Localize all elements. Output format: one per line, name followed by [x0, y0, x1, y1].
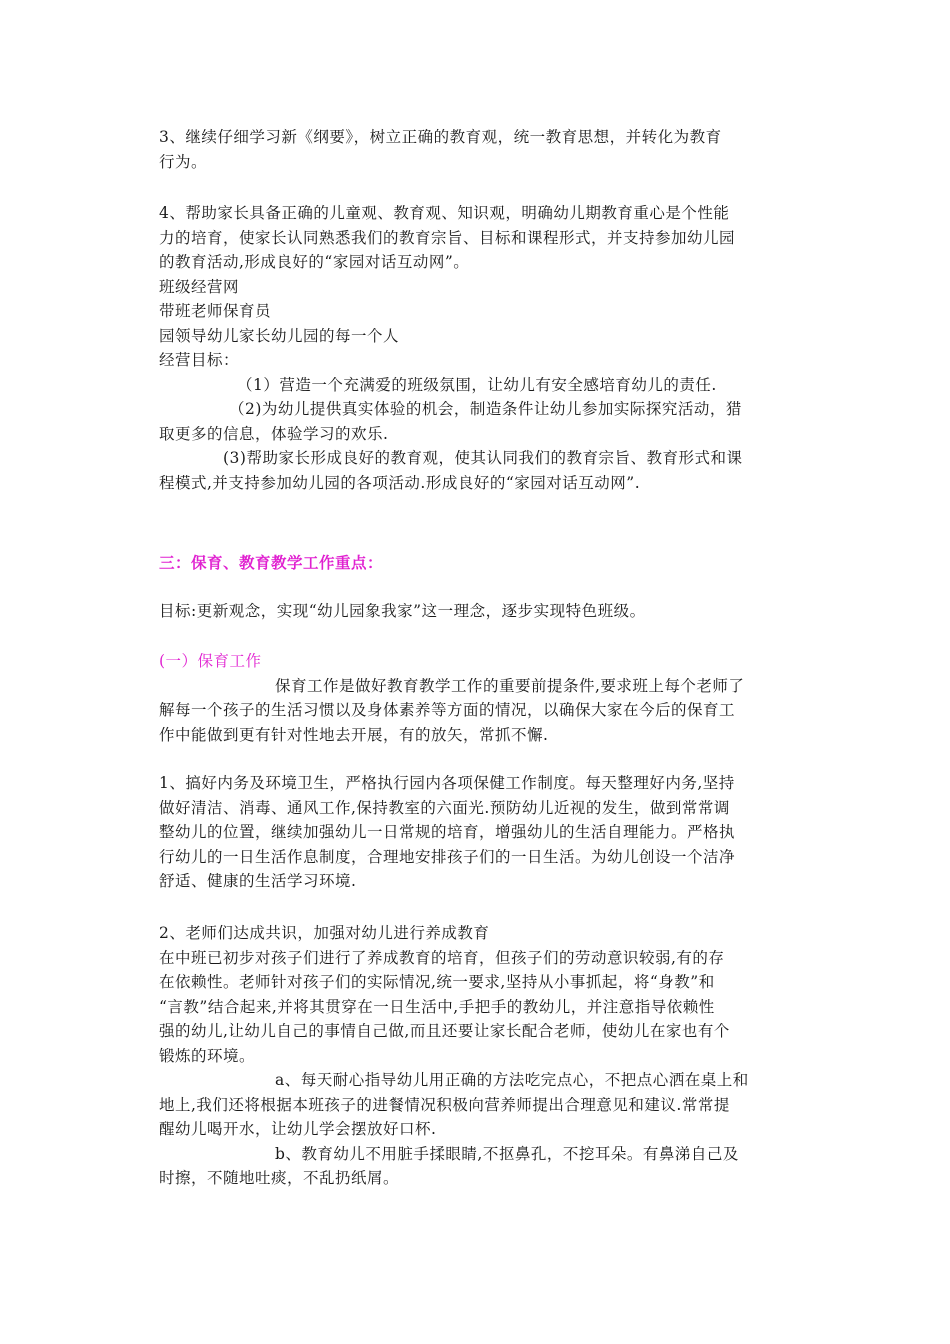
paragraph-4 [159, 201, 809, 495]
text-line: 解每一个孩子的生活习惯以及身体素养等方面的情况，以确保大家在今后的保育工 [159, 701, 736, 719]
text-line: 3、继续仔细学习新《纲要》，树立正确的教育观，统一教育思想，并转化为教育 [159, 128, 722, 146]
text-line: 做好清洁、消毒、通风工作,保持教室的六面光.预防幼儿近视的发生，做到常常调 [159, 798, 730, 817]
goal-label: 经营目标： [159, 351, 240, 369]
text-line: 力的培育，使家长认同熟悉我们的教育宗旨、目标和课程形式，并支持参加幼儿园 [159, 228, 736, 247]
text-line: 醒幼儿喝开水，让幼儿学会摆放好口杯. [159, 1120, 437, 1138]
text-line: 保育工作是做好教育教学工作的重要前提条件,要求班上每个老师了 [275, 676, 745, 695]
text-line: 在依赖性。老师针对孩子们的实际情况,统一要求,坚持从小事抓起，将“身教”和 [159, 973, 715, 991]
item-1 [159, 771, 809, 894]
text-line: 舒适、健康的生活学习环境. [159, 872, 357, 890]
goal-item-2: （2)为幼儿提供真实体验的机会，制造条件让幼儿参加实际探究活动，猎 [229, 400, 742, 418]
text-line: 锻炼的环境。 [159, 1046, 256, 1065]
goal-item-1: （1）营造一个充满爱的班级氛围，让幼儿有安全感培育幼儿的责任. [237, 375, 717, 394]
staff-label: 带班老师保育员 [159, 302, 272, 320]
text-line: 整幼儿的位置，继续加强幼儿一日常规的培育，增强幼儿的生活自理能力。严格执 [159, 823, 736, 841]
item-2 [159, 921, 809, 1191]
text-line: 程模式,并支持参加幼儿园的各项活动.形成良好的“家园对话互动网”. [159, 473, 641, 492]
text-line: 1、搞好内务及环境卫生，严格执行园内各项保健工作制度。每天整理好内务,坚持 [159, 774, 735, 792]
subsection-care [159, 649, 809, 747]
text-line: 行为。 [159, 152, 208, 171]
section-heading: 三：保育、教育教学工作重点： [159, 553, 384, 572]
paragraph-3 [159, 125, 809, 174]
item-b: b、教育幼儿不用脏手揉眼睛,不抠鼻孔，不挖耳朵。有鼻涕自己及 [275, 1144, 739, 1163]
text-line: 的教育活动,形成良好的“家园对话互动网”。 [159, 253, 470, 271]
text-line: 作中能做到更有针对性地去开展，有的放矢，常抓不懈. [159, 725, 549, 744]
goal-item-3: (3)帮助家长形成良好的教育观，使其认同我们的教育宗旨、教育形式和课 [223, 449, 743, 467]
subsection-title: (一）保育工作 [159, 652, 262, 670]
item-a: a、每天耐心指导幼儿用正确的方法吃完点心，不把点心洒在桌上和 [275, 1071, 749, 1089]
text-line: 在中班已初步对孩子们进行了养成教育的培育，但孩子们的劳动意识较弱,有的存 [159, 948, 725, 967]
people-label: 园领导幼儿家长幼儿园的每一个人 [159, 326, 400, 345]
text-line: 时擦，不随地吐痰，不乱扔纸屑。 [159, 1169, 400, 1187]
text-line: 4、帮助家长具备正确的儿童观、教育观、知识观，明确幼儿期教育重心是个性能 [159, 204, 730, 222]
text-line: 行幼儿的一日生活作息制度，合理地安排孩子们的一日生活。为幼儿创设一个洁净 [159, 847, 736, 866]
section-aim: 目标:更新观念，实现“幼儿园象我家”这一理念，逐步实现特色班级。 [159, 602, 646, 620]
text-line: 2、老师们达成共识，加强对幼儿进行养成教育 [159, 924, 490, 942]
text-line: 强的幼儿,让幼儿自己的事情自己做,而且还要让家长配合老师，使幼儿在家也有个 [159, 1022, 730, 1040]
class-network-label: 班级经营网 [159, 277, 240, 296]
text-line: 地上,我们还将根据本班孩子的进餐情况积极向营养师提出合理意见和建议.常常提 [159, 1095, 730, 1114]
text-line: 取更多的信息，体验学习的欢乐. [159, 424, 389, 443]
text-line: “言教”结合起来,并将其贯穿在一日生活中,手把手的教幼儿，并注意指导依赖性 [159, 997, 715, 1016]
